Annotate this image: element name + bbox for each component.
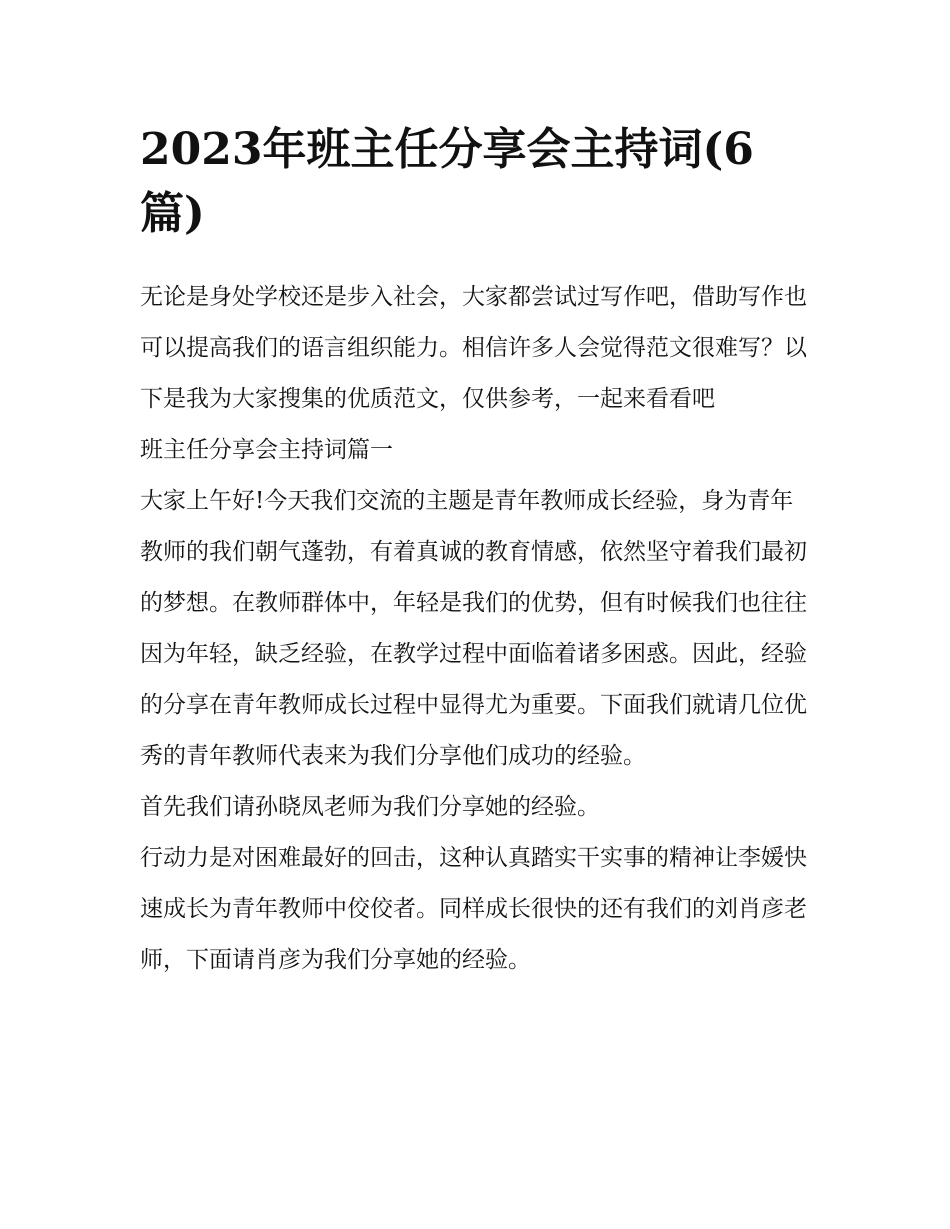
document-page [140,118,812,986]
document-title: 2023年班主任分享会主持词(6篇) [140,124,754,239]
section-heading: 班主任分享会主持词篇一 [140,437,393,463]
document-body [140,272,812,986]
body-paragraph: 行动力是对困难最好的回击，这种认真踏实干实事的精神让李媛快速成长为青年教师中佼佼者。同样成长很快的还有我们的刘肖彦老师，下面请肖彦为我们分享她的经验。 [140,845,807,973]
intro-paragraph: 无论是身处学校还是步入社会，大家都尝试过写作吧，借助写作也可以提高我们的语言组织能力。相信许多人会觉得范文很难写？以下是我为大家搜集的优质范文，仅供参考，一起来看看吧 [140,284,807,412]
body-paragraph: 首先我们请孙晓凤老师为我们分享她的经验。 [140,794,600,820]
body-paragraph: 大家上午好!今天我们交流的主题是青年教师成长经验，身为青年教师的我们朝气蓬勃，有着真诚的教育情感，依然坚守着我们最初的梦想。在教师群体中，年轻是我们的优势，但有时候我们也往往因为年轻，缺乏经验，在教学过程中面临着诸多困惑。因此，经验的分享在青年教师成长过程中显得尤为重要。下面我们就请几位优秀的青年教师代表来为我们分享他们成功的经验。 [140,488,807,769]
